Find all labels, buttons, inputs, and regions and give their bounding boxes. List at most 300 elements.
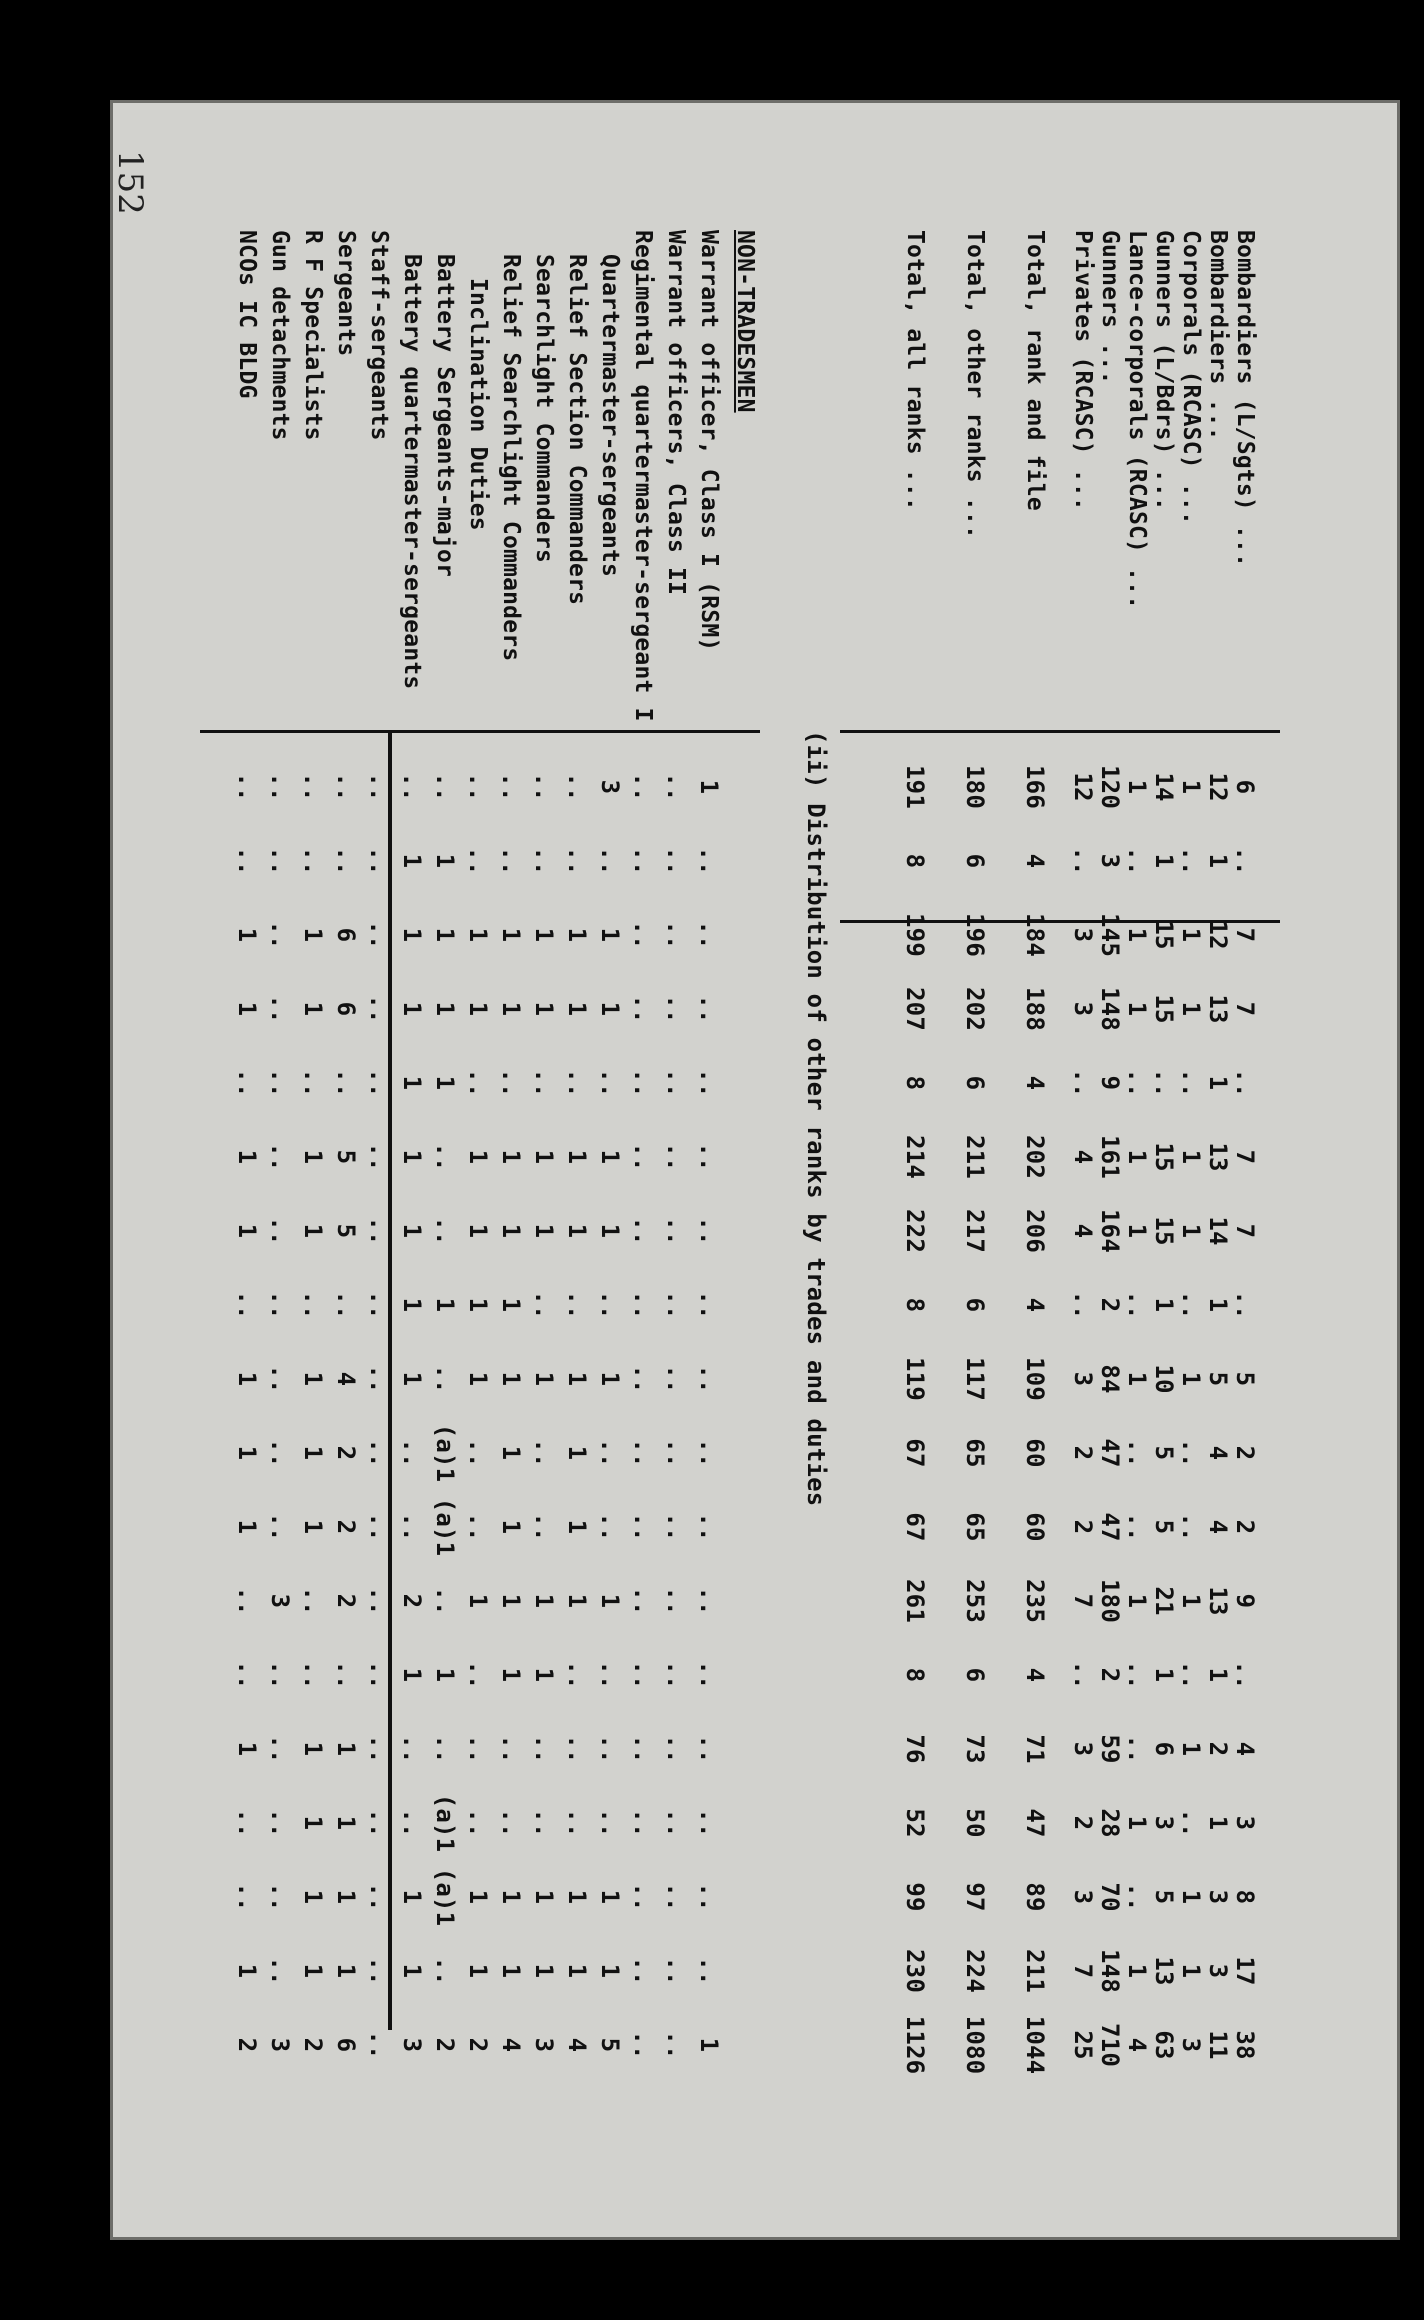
table-cell: 1: [1204, 1667, 1232, 1683]
non-tradesmen-table: [200, 230, 760, 2130]
table-cell: ..: [266, 1142, 294, 1172]
table-cell: 1: [233, 1223, 261, 1239]
table-cell: ..: [1069, 1068, 1097, 1098]
table-cell: ..: [266, 846, 294, 876]
table-cell: 1: [398, 927, 426, 943]
table-cell: 1: [530, 1963, 558, 1979]
table-cell: 8: [901, 1297, 929, 1313]
table-cell: 120: [1096, 765, 1124, 809]
table-cell: ..: [266, 1734, 294, 1764]
table-cell: 67: [901, 1438, 929, 1468]
table-cell: ..: [662, 1216, 690, 1246]
table-cell: ..: [365, 1808, 393, 1838]
table-cell: 1: [1123, 1963, 1151, 1979]
table-cell: 1: [431, 1667, 459, 1683]
table-cell: ..: [596, 1734, 624, 1764]
table-cell: 1: [563, 1889, 591, 1905]
table-cell: 1: [233, 927, 261, 943]
row-label: Corporals (RCASC) ...: [1178, 230, 1204, 525]
table-cell: ..: [662, 920, 690, 950]
table-cell: ..: [365, 1882, 393, 1912]
table-cell: 1: [1123, 779, 1151, 795]
table-cell: 1: [1177, 1001, 1205, 1017]
table-cell: 1: [332, 1741, 360, 1757]
table-cell: 25: [1069, 2030, 1097, 2060]
table-cell: 1: [299, 1741, 327, 1757]
table-cell: (a)1: [431, 1497, 459, 1557]
table-cell: 14: [1204, 1216, 1232, 1246]
table-cell: ..: [332, 772, 360, 802]
table-cell: 7: [1069, 1593, 1097, 1609]
table-cell: 1: [1177, 1371, 1205, 1387]
table-cell: ..: [530, 1512, 558, 1542]
table-cell: 6: [1231, 779, 1259, 795]
table-cell: ..: [299, 1068, 327, 1098]
table-cell: 1: [530, 1889, 558, 1905]
table-cell: 13: [1204, 1586, 1232, 1616]
table-cell: ..: [662, 1734, 690, 1764]
table-cell: ..: [629, 1882, 657, 1912]
table-cell: 1: [530, 927, 558, 943]
table-cell: 1: [464, 1889, 492, 1905]
table-cell: 4: [1123, 2037, 1151, 2053]
table-cell: ..: [1123, 1438, 1151, 1468]
table-cell: ..: [695, 1586, 723, 1616]
table-cell: 4: [1204, 1519, 1232, 1535]
table-cell: ..: [266, 1068, 294, 1098]
table-cell: ..: [299, 772, 327, 802]
table-cell: 1: [563, 1223, 591, 1239]
table-cell: ..: [1177, 1290, 1205, 1320]
table-cell: 1: [563, 1963, 591, 1979]
table-cell: 1: [431, 927, 459, 943]
table-cell: 1: [299, 1815, 327, 1831]
table-cell: 7: [1231, 1223, 1259, 1239]
table-cell: ..: [497, 772, 525, 802]
row-label: Relief Section Commanders: [564, 254, 590, 606]
table-cell: 3: [1150, 1815, 1178, 1831]
table-cell: 1: [299, 1149, 327, 1165]
table-cell: 52: [901, 1808, 929, 1838]
table-cell: 1: [464, 1001, 492, 1017]
table-cell: ..: [629, 846, 657, 876]
table-cell: ..: [629, 772, 657, 802]
table-cell: ..: [431, 1956, 459, 1986]
table-cell: ..: [266, 1438, 294, 1468]
table-cell: 5: [1231, 1371, 1259, 1387]
table-cell: ..: [629, 1734, 657, 1764]
table-cell: ..: [233, 772, 261, 802]
table-cell: 12: [1069, 772, 1097, 802]
table-cell: 109: [1021, 1357, 1049, 1401]
row-label: Bombardiers (L/Sgts) ...: [1232, 230, 1258, 568]
table-cell: 60: [1021, 1438, 1049, 1468]
table-cell: ..: [332, 1068, 360, 1098]
table-cell: 13: [1150, 1956, 1178, 1986]
table-cell: 211: [961, 1135, 989, 1179]
row-label: Gun detachments: [267, 230, 293, 441]
table-cell: 12: [1204, 772, 1232, 802]
table-cell: 2: [299, 2037, 327, 2053]
table-cell: ..: [1069, 1290, 1097, 1320]
table-cell: (a)1: [431, 1867, 459, 1927]
row-label: Lance-corporals (RCASC) ...: [1124, 230, 1150, 610]
table-cell: ..: [530, 772, 558, 802]
table-cell: ..: [629, 1956, 657, 1986]
table-cell: 15: [1150, 1142, 1178, 1172]
table-cell: ..: [629, 1142, 657, 1172]
row-label: Gunners ...: [1097, 230, 1123, 385]
table-cell: ..: [1177, 1438, 1205, 1468]
table-cell: 15: [1150, 994, 1178, 1024]
row-label: Relief Searchlight Commanders: [498, 254, 524, 662]
table-cell: 10: [1150, 1364, 1178, 1394]
table-cell: ..: [332, 1660, 360, 1690]
table-cell: ..: [398, 1808, 426, 1838]
table-cell: 4: [563, 2037, 591, 2053]
table-cell: 1: [1150, 853, 1178, 869]
table-cell: ..: [1177, 1068, 1205, 1098]
table-cell: 8: [1231, 1889, 1259, 1905]
table-cell: ..: [1123, 1068, 1151, 1098]
table-cell: ..: [695, 920, 723, 950]
table-cell: 13: [1204, 1142, 1232, 1172]
table-cell: 1126: [901, 2015, 929, 2075]
table-cell: ..: [596, 1438, 624, 1468]
table-cell: 3: [1069, 1001, 1097, 1017]
table-cell: 196: [961, 913, 989, 957]
table-cell: ..: [1177, 846, 1205, 876]
table-cell: 5: [332, 1149, 360, 1165]
table-cell: ..: [662, 1882, 690, 1912]
table-cell: ..: [365, 846, 393, 876]
table-cell: ..: [365, 1290, 393, 1320]
table-cell: ..: [266, 1882, 294, 1912]
table-cell: 3: [1204, 1889, 1232, 1905]
table-cell: 1: [1204, 853, 1232, 869]
row-label: Total, all ranks ...: [902, 230, 928, 511]
table-cell: ..: [365, 1660, 393, 1690]
table-cell: 1: [563, 927, 591, 943]
table-cell: ..: [1069, 846, 1097, 876]
table-cell: 3: [596, 779, 624, 795]
row-label: Battery quartermaster-sergeants: [399, 254, 425, 690]
table-cell: ..: [365, 1586, 393, 1616]
table-cell: (a)1: [431, 1423, 459, 1483]
table-cell: 6: [332, 2037, 360, 2053]
row-label: Gunners (L/Bdrs) ...: [1151, 230, 1177, 511]
table-cell: 1: [563, 1593, 591, 1609]
table-cell: 1: [1204, 1297, 1232, 1313]
table-cell: 161: [1096, 1135, 1124, 1179]
table-cell: 1: [431, 1075, 459, 1091]
table-cell: 9: [1096, 1075, 1124, 1091]
row-label: Staff-sergeants: [366, 230, 392, 441]
table-cell: 3: [398, 2037, 426, 2053]
table-cell: ..: [629, 994, 657, 1024]
table-cell: 1: [1177, 1963, 1205, 1979]
table-cell: ..: [695, 1734, 723, 1764]
table-cell: ..: [695, 1364, 723, 1394]
table-cell: 1: [497, 1445, 525, 1461]
table-cell: 15: [1150, 1216, 1178, 1246]
row-label: Total, other ranks ...: [962, 230, 988, 540]
table-cell: 1: [497, 1889, 525, 1905]
table-cell: 1: [596, 1593, 624, 1609]
table-cell: 1: [299, 1519, 327, 1535]
table-cell: ..: [563, 1734, 591, 1764]
table-cell: ..: [662, 1290, 690, 1320]
table-cell: ..: [662, 1956, 690, 1986]
table-cell: 70: [1096, 1882, 1124, 1912]
table-cell: ..: [695, 1142, 723, 1172]
table-cell: 6: [961, 853, 989, 869]
table-cell: ..: [695, 1882, 723, 1912]
table-cell: 5: [1150, 1445, 1178, 1461]
table-cell: 2: [1204, 1741, 1232, 1757]
table-cell: ..: [695, 1512, 723, 1542]
table-cell: 1: [695, 779, 723, 795]
table-cell: 2: [1096, 1667, 1124, 1683]
row-label: Inclination Duties: [465, 278, 491, 531]
table-cell: ..: [530, 1734, 558, 1764]
table-cell: 2: [1069, 1815, 1097, 1831]
table-cell: 3: [1177, 2037, 1205, 2053]
table-cell: 84: [1096, 1364, 1124, 1394]
table-cell: ..: [596, 1808, 624, 1838]
table-cell: 1: [233, 1149, 261, 1165]
table-cell: ..: [695, 1438, 723, 1468]
table-cell: 1: [1123, 1149, 1151, 1165]
table-cell: ..: [1123, 1290, 1151, 1320]
table-cell: 7: [1231, 927, 1259, 943]
table-cell: ..: [629, 1290, 657, 1320]
table-cell: 1: [332, 1815, 360, 1831]
table-cell: 6: [961, 1297, 989, 1313]
rank-file-table: [840, 230, 1280, 2130]
table-cell: 3: [1231, 1815, 1259, 1831]
table-cell: ..: [695, 1808, 723, 1838]
table-cell: ..: [596, 1290, 624, 1320]
row-label: Quartermaster-sergeants: [597, 254, 623, 578]
table-cell: ..: [266, 1216, 294, 1246]
table-cell: 47: [1096, 1438, 1124, 1468]
table-cell: 9: [1231, 1593, 1259, 1609]
table-cell: 2: [1231, 1519, 1259, 1535]
table-cell: ..: [431, 1364, 459, 1394]
table-cell: ..: [233, 1290, 261, 1320]
table-cell: 1: [1123, 1593, 1151, 1609]
row-label: NCOs IC BLDG: [234, 230, 260, 399]
table-cell: ..: [299, 1660, 327, 1690]
table-cell: 17: [1231, 1956, 1259, 1986]
table-cell: ..: [662, 994, 690, 1024]
table-cell: 1: [596, 1889, 624, 1905]
table-cell: ..: [695, 1068, 723, 1098]
table-cell: ..: [695, 846, 723, 876]
table-cell: 1: [332, 1963, 360, 1979]
table-cell: 1: [398, 1075, 426, 1091]
table-cell: 1: [398, 1963, 426, 1979]
table-cell: 4: [1069, 1223, 1097, 1239]
table-cell: 2: [398, 1593, 426, 1609]
table-cell: ..: [332, 1290, 360, 1320]
table-cell: ..: [233, 1068, 261, 1098]
table-cell: 1: [563, 1149, 591, 1165]
table-cell: ..: [662, 1364, 690, 1394]
table-cell: 1: [1123, 1815, 1151, 1831]
table-cell: 6: [1150, 1741, 1178, 1757]
table-cell: ..: [596, 1068, 624, 1098]
table-cell: 38: [1231, 2030, 1259, 2060]
page-number: 152: [110, 150, 150, 215]
table-cell: 2: [1069, 1519, 1097, 1535]
table-cell: 1: [398, 1297, 426, 1313]
table-cell: 1: [497, 1371, 525, 1387]
table-cell: 1: [299, 927, 327, 943]
table-cell: 7: [1231, 1001, 1259, 1017]
table-cell: 1: [464, 1963, 492, 1979]
table-cell: ..: [398, 1512, 426, 1542]
row-label: Privates (RCASC) ...: [1070, 230, 1096, 511]
table-cell: 3: [530, 2037, 558, 2053]
table-cell: 1: [596, 1001, 624, 1017]
table-cell: ..: [266, 1660, 294, 1690]
table-cell: 235: [1021, 1579, 1049, 1623]
table-cell: 67: [901, 1512, 929, 1542]
table-cell: 1: [1123, 1001, 1151, 1017]
table-cell: ..: [695, 1216, 723, 1246]
table-cell: 1: [1123, 927, 1151, 943]
table-cell: ..: [365, 1364, 393, 1394]
table-cell: 4: [1021, 853, 1049, 869]
table-cell: ..: [1177, 1660, 1205, 1690]
table-cell: 1: [233, 1371, 261, 1387]
table-cell: ..: [464, 1512, 492, 1542]
table-cell: 191: [901, 765, 929, 809]
table-cell: 199: [901, 913, 929, 957]
table-cell: 119: [901, 1357, 929, 1401]
table-cell: 1: [332, 1889, 360, 1905]
table-cell: 1: [464, 1371, 492, 1387]
table-cell: ..: [266, 1512, 294, 1542]
table-cell: 1: [398, 853, 426, 869]
row-label: Warrant officers, Class II: [663, 230, 689, 596]
table-cell: 3: [1204, 1963, 1232, 1979]
table-cell: 1: [563, 1445, 591, 1461]
table-cell: ..: [365, 772, 393, 802]
table-cell: 253: [961, 1579, 989, 1623]
table-cell: 1044: [1021, 2015, 1049, 2075]
table-cell: 1: [1150, 1667, 1178, 1683]
table-cell: ..: [629, 1364, 657, 1394]
row-label: Total, rank and file: [1022, 230, 1048, 511]
table-cell: 6: [332, 927, 360, 943]
table-cell: ..: [266, 1290, 294, 1320]
table-cell: 1: [1177, 927, 1205, 943]
table-cell: 4: [1021, 1297, 1049, 1313]
table-cell: 1: [431, 1001, 459, 1017]
table-cell: ..: [1123, 1660, 1151, 1690]
table-cell: ..: [662, 2030, 690, 2060]
table-cell: 230: [901, 1949, 929, 1993]
table-cell: ..: [695, 1660, 723, 1690]
table-cell: 117: [961, 1357, 989, 1401]
table-cell: ..: [662, 1438, 690, 1468]
table-cell: ..: [233, 1882, 261, 1912]
table-cell: 1: [398, 1889, 426, 1905]
table-cell: 4: [1021, 1075, 1049, 1091]
table-cell: 71: [1021, 1734, 1049, 1764]
table-cell: 1: [398, 1001, 426, 1017]
table-cell: 4: [497, 2037, 525, 2053]
table-cell: ..: [629, 1586, 657, 1616]
table-cell: 1: [464, 927, 492, 943]
table-cell: ..: [1177, 1512, 1205, 1542]
table-cell: 207: [901, 987, 929, 1031]
table-cell: 1: [530, 1593, 558, 1609]
table-cell: ..: [497, 1808, 525, 1838]
row-label: Warrant officer, Class I (RSM): [696, 230, 722, 652]
table-cell: ..: [695, 1290, 723, 1320]
table-cell: 224: [961, 1949, 989, 1993]
table-cell: 21: [1150, 1586, 1178, 1616]
table-cell: 1: [398, 1149, 426, 1165]
table-cell: 1: [299, 1445, 327, 1461]
table-cell: ..: [266, 994, 294, 1024]
table-cell: ..: [365, 920, 393, 950]
table-cell: 148: [1096, 1949, 1124, 1993]
table-cell: 1: [464, 1223, 492, 1239]
table-cell: 2: [332, 1519, 360, 1535]
section-heading: NON-TRADESMEN: [732, 230, 758, 413]
table-cell: ..: [1231, 846, 1259, 876]
table-cell: 1: [695, 2037, 723, 2053]
table-cell: ..: [464, 1808, 492, 1838]
table-cell: ..: [596, 846, 624, 876]
table-cell: ..: [431, 1142, 459, 1172]
table-cell: ..: [299, 846, 327, 876]
table-cell: ..: [365, 1512, 393, 1542]
table-cell: 1: [563, 1001, 591, 1017]
table-cell: 3: [1069, 927, 1097, 943]
table-cell: 4: [1069, 1149, 1097, 1165]
table-cell: 97: [961, 1882, 989, 1912]
table-cell: 1: [299, 1001, 327, 1017]
table-cell: ..: [1123, 1882, 1151, 1912]
table-cell: ..: [299, 1586, 327, 1616]
table-cell: ..: [563, 772, 591, 802]
table-cell: 1: [431, 1297, 459, 1313]
table-cell: ..: [464, 1660, 492, 1690]
table-cell: 1: [233, 1445, 261, 1461]
table-cell: ..: [662, 1660, 690, 1690]
table-cell: 1: [530, 1223, 558, 1239]
table-cell: 50: [961, 1808, 989, 1838]
table-cell: 222: [901, 1209, 929, 1253]
table-cell: ..: [332, 846, 360, 876]
table-cell: 1: [1204, 1075, 1232, 1091]
table-cell: ..: [497, 1068, 525, 1098]
table-cell: 1: [497, 1519, 525, 1535]
table-cell: 1: [233, 1519, 261, 1535]
table-cell: 1: [497, 1149, 525, 1165]
table-cell: 2: [233, 2037, 261, 2053]
table-cell: ..: [431, 772, 459, 802]
table-cell: 60: [1021, 1512, 1049, 1542]
table-cell: 8: [901, 1667, 929, 1683]
table-cell: ..: [1231, 1068, 1259, 1098]
